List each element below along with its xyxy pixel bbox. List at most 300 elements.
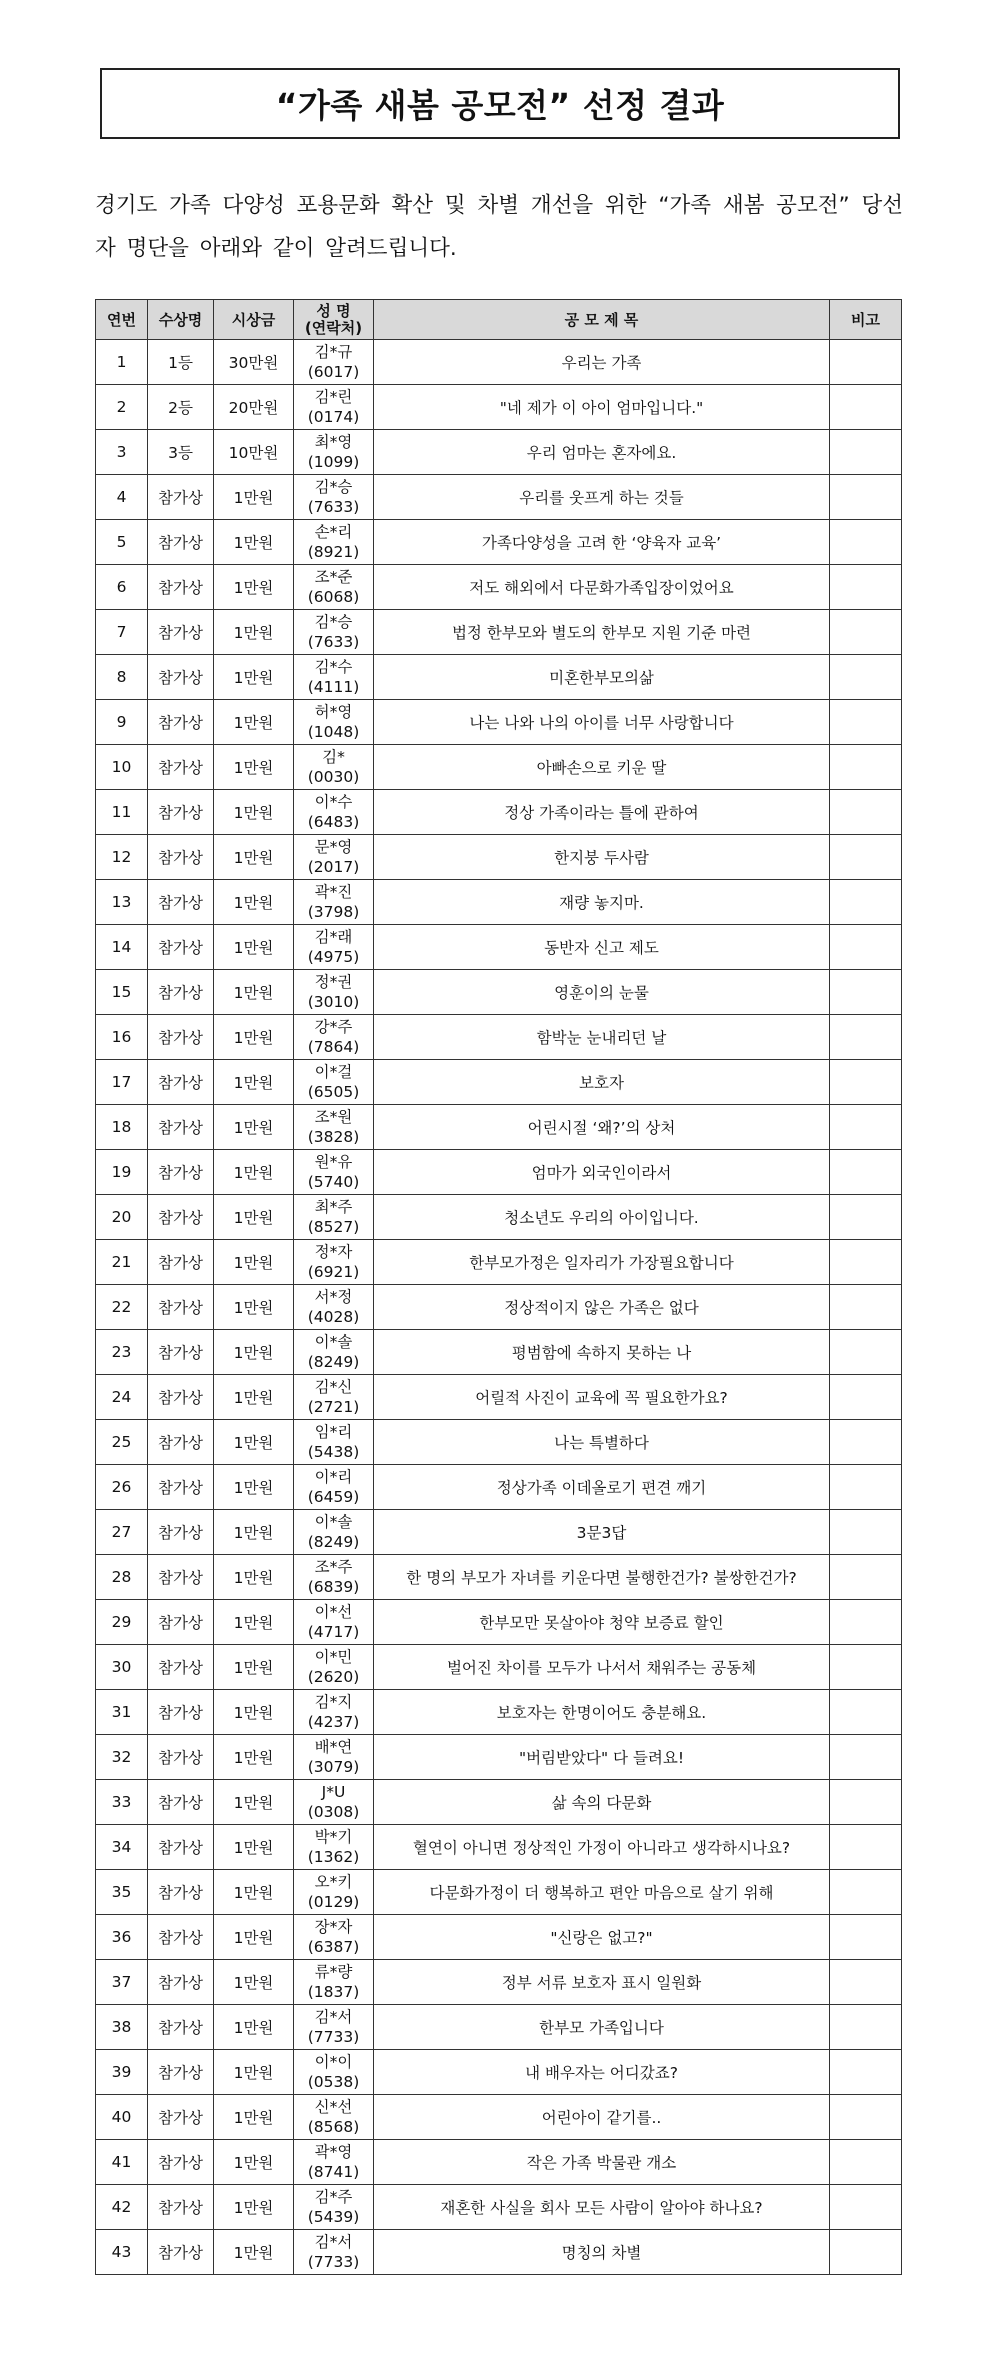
cell-award: 참가상: [148, 835, 214, 880]
winner-name: 오*키: [314, 1873, 353, 1891]
cell-prize: 1만원: [214, 1195, 294, 1240]
cell-no: 18: [96, 1105, 148, 1150]
table-row: [96, 1870, 902, 1915]
cell-award: 참가상: [148, 1690, 214, 1735]
table-row: [96, 385, 902, 430]
cell-note: [830, 385, 902, 430]
header-name-line1: 성 명: [316, 301, 351, 320]
cell-entry-title: 3문3답: [374, 1510, 830, 1555]
winner-name: 김*주: [314, 2188, 353, 2206]
cell-entry-title: 한부모만 못살아야 청약 보증료 할인: [374, 1600, 830, 1645]
cell-entry-title: 한부모가정은 일자리가 가장필요합니다: [374, 1240, 830, 1285]
winner-name: 김*승: [314, 478, 353, 496]
cell-note: [830, 2185, 902, 2230]
cell-award: 2등: [148, 385, 214, 430]
cell-note: [830, 1150, 902, 1195]
cell-no: 23: [96, 1330, 148, 1375]
cell-entry-title: 청소년도 우리의 아이입니다.: [374, 1195, 830, 1240]
cell-no: 3: [96, 430, 148, 475]
winner-name: 김*래: [314, 928, 353, 946]
table-row: [96, 1735, 902, 1780]
cell-entry-title: 가족다양성을 고려 한 ‘양육자 교육’: [374, 520, 830, 565]
cell-award: 참가상: [148, 925, 214, 970]
cell-prize: 1만원: [214, 1825, 294, 1870]
cell-no: 7: [96, 610, 148, 655]
winner-contact: (1099): [307, 453, 360, 471]
cell-note: [830, 1735, 902, 1780]
winner-contact: (0308): [307, 1803, 360, 1821]
winner-name: 손*리: [314, 523, 353, 541]
cell-name: [294, 2095, 374, 2140]
winner-contact: (6921): [307, 1263, 360, 1281]
cell-entry-title: 엄마가 외국인이라서: [374, 1150, 830, 1195]
cell-note: [830, 1915, 902, 1960]
cell-name: [294, 1375, 374, 1420]
cell-no: 30: [96, 1645, 148, 1690]
cell-note: [830, 520, 902, 565]
winner-name: 김*: [322, 748, 345, 766]
cell-entry-title: 정부 서류 보호자 표시 일원화: [374, 1960, 830, 2005]
cell-entry-title: 보호자: [374, 1060, 830, 1105]
cell-name: [294, 835, 374, 880]
cell-award: 참가상: [148, 1825, 214, 1870]
table-row: [96, 1600, 902, 1645]
winner-name: 김*신: [314, 1378, 353, 1396]
cell-prize: 1만원: [214, 2005, 294, 2050]
cell-note: [830, 2230, 902, 2275]
winner-contact: (6387): [307, 1938, 360, 1956]
winner-name: 김*규: [314, 343, 353, 361]
winner-name: 이*리: [314, 1468, 353, 1486]
cell-prize: 1만원: [214, 520, 294, 565]
cell-name: [294, 700, 374, 745]
cell-no: 34: [96, 1825, 148, 1870]
cell-name: [294, 520, 374, 565]
table-row: [96, 1195, 902, 1240]
intro-paragraph: 경기도 가족 다양성 포용문화 확산 및 차별 개선을 위한 “가족 새봄 공모전” 당선자 명단을 아래와 같이 알려드립니다.: [95, 192, 903, 261]
cell-prize: 1만원: [214, 1240, 294, 1285]
winner-name: 이*걸: [314, 1063, 353, 1081]
table-row: [96, 2185, 902, 2230]
cell-prize: 20만원: [214, 385, 294, 430]
cell-award: 참가상: [148, 565, 214, 610]
winner-contact: (2721): [307, 1398, 360, 1416]
winner-name: 신*선: [314, 2098, 353, 2116]
cell-note: [830, 1465, 902, 1510]
cell-award: 참가상: [148, 2185, 214, 2230]
cell-no: 26: [96, 1465, 148, 1510]
cell-note: [830, 1870, 902, 1915]
winner-contact: (8249): [307, 1353, 360, 1371]
cell-prize: 1만원: [214, 1915, 294, 1960]
cell-note: [830, 1285, 902, 1330]
winner-name: 이*이: [314, 2053, 353, 2071]
cell-award: 참가상: [148, 1960, 214, 2005]
cell-prize: 1만원: [214, 1330, 294, 1375]
cell-name: [294, 1465, 374, 1510]
cell-no: 39: [96, 2050, 148, 2095]
winner-name: 배*연: [314, 1738, 353, 1756]
table-row: [96, 1240, 902, 1285]
cell-name: [294, 1330, 374, 1375]
cell-note: [830, 1690, 902, 1735]
table-row: [96, 1150, 902, 1195]
table-row: [96, 655, 902, 700]
winner-name: 곽*진: [314, 883, 353, 901]
winner-contact: (8527): [307, 1218, 360, 1236]
cell-note: [830, 2140, 902, 2185]
page-title: “가족 새봄 공모전” 선정 결과: [275, 86, 725, 125]
table-row: [96, 970, 902, 1015]
cell-no: 38: [96, 2005, 148, 2050]
winner-contact: (5439): [307, 2208, 360, 2226]
cell-award: 참가상: [148, 790, 214, 835]
cell-award: 참가상: [148, 1015, 214, 1060]
winner-contact: (6839): [307, 1578, 360, 1596]
winner-contact: (3798): [307, 903, 360, 921]
cell-no: 42: [96, 2185, 148, 2230]
winner-contact: (8741): [307, 2163, 360, 2181]
winners-table: [95, 299, 902, 2275]
cell-entry-title: 한부모 가족입니다: [374, 2005, 830, 2050]
cell-entry-title: "네 제가 이 아이 엄마입니다.": [374, 385, 830, 430]
winner-contact: (6459): [307, 1488, 360, 1506]
winner-contact: (5740): [307, 1173, 360, 1191]
table-row: [96, 925, 902, 970]
cell-entry-title: 우리 엄마는 혼자에요.: [374, 430, 830, 475]
cell-note: [830, 430, 902, 475]
cell-note: [830, 1195, 902, 1240]
cell-entry-title: 한지붕 두사람: [374, 835, 830, 880]
cell-name: [294, 1060, 374, 1105]
cell-note: [830, 655, 902, 700]
cell-entry-title: 영훈이의 눈물: [374, 970, 830, 1015]
cell-award: 참가상: [148, 655, 214, 700]
cell-no: 43: [96, 2230, 148, 2275]
cell-note: [830, 565, 902, 610]
cell-no: 9: [96, 700, 148, 745]
cell-entry-title: 어린아이 같기를..: [374, 2095, 830, 2140]
header-prize: 시상금: [214, 300, 294, 340]
cell-entry-title: 정상가족 이데올로기 편견 깨기: [374, 1465, 830, 1510]
cell-entry-title: 한 명의 부모가 자녀를 키운다면 불행한건가? 불쌍한건가?: [374, 1555, 830, 1600]
cell-name: [294, 655, 374, 700]
table-row: [96, 790, 902, 835]
table-row: [96, 1420, 902, 1465]
table-row: [96, 610, 902, 655]
cell-name: [294, 430, 374, 475]
cell-no: 31: [96, 1690, 148, 1735]
cell-no: 11: [96, 790, 148, 835]
cell-prize: 1만원: [214, 1150, 294, 1195]
table-row: [96, 520, 902, 565]
cell-note: [830, 1060, 902, 1105]
cell-no: 6: [96, 565, 148, 610]
cell-note: [830, 700, 902, 745]
cell-award: 참가상: [148, 1870, 214, 1915]
winner-contact: (6068): [307, 588, 360, 606]
header-no: 연번: [96, 300, 148, 340]
cell-award: 3등: [148, 430, 214, 475]
cell-award: 참가상: [148, 2230, 214, 2275]
cell-note: [830, 2050, 902, 2095]
cell-award: 참가상: [148, 1375, 214, 1420]
winner-contact: (2620): [307, 1668, 360, 1686]
cell-name: [294, 610, 374, 655]
cell-prize: 1만원: [214, 2140, 294, 2185]
cell-note: [830, 1825, 902, 1870]
table-row: [96, 1285, 902, 1330]
cell-no: 15: [96, 970, 148, 1015]
table-row: [96, 700, 902, 745]
cell-name: [294, 475, 374, 520]
cell-no: 40: [96, 2095, 148, 2140]
cell-note: [830, 925, 902, 970]
cell-prize: 1만원: [214, 880, 294, 925]
cell-entry-title: 나는 나와 나의 아이를 너무 사랑합니다: [374, 700, 830, 745]
table-row: [96, 1960, 902, 2005]
cell-name: [294, 790, 374, 835]
cell-prize: 1만원: [214, 1645, 294, 1690]
table-row: [96, 1690, 902, 1735]
winner-name: 조*원: [314, 1108, 353, 1126]
cell-entry-title: 삶 속의 다문화: [374, 1780, 830, 1825]
cell-no: 10: [96, 745, 148, 790]
cell-no: 8: [96, 655, 148, 700]
cell-award: 참가상: [148, 475, 214, 520]
table-row: [96, 1780, 902, 1825]
cell-name: [294, 1195, 374, 1240]
winner-contact: (1048): [307, 723, 360, 741]
winner-contact: (4975): [307, 948, 360, 966]
winner-contact: (6483): [307, 813, 360, 831]
cell-name: [294, 1420, 374, 1465]
cell-entry-title: 다문화가정이 더 행복하고 편안 마음으로 살기 위해: [374, 1870, 830, 1915]
cell-award: 참가상: [148, 1735, 214, 1780]
cell-entry-title: 벌어진 차이를 모두가 나서서 채워주는 공동체: [374, 1645, 830, 1690]
cell-prize: 1만원: [214, 2095, 294, 2140]
table-row: [96, 1510, 902, 1555]
cell-award: 참가상: [148, 520, 214, 565]
winner-contact: (3828): [307, 1128, 360, 1146]
cell-award: 1등: [148, 340, 214, 385]
cell-note: [830, 1555, 902, 1600]
winner-name: 곽*영: [314, 2143, 353, 2161]
cell-prize: 1만원: [214, 2050, 294, 2095]
winner-name: 강*주: [314, 1018, 353, 1036]
cell-note: [830, 475, 902, 520]
cell-name: [294, 1780, 374, 1825]
cell-prize: 1만원: [214, 1060, 294, 1105]
cell-no: 19: [96, 1150, 148, 1195]
cell-entry-title: 우리는 가족: [374, 340, 830, 385]
winner-contact: (5438): [307, 1443, 360, 1461]
cell-award: 참가상: [148, 745, 214, 790]
cell-prize: 1만원: [214, 2185, 294, 2230]
cell-prize: 1만원: [214, 700, 294, 745]
winner-contact: (7733): [307, 2028, 360, 2046]
cell-award: 참가상: [148, 1420, 214, 1465]
winner-contact: (1362): [307, 1848, 360, 1866]
cell-name: [294, 1915, 374, 1960]
cell-note: [830, 1510, 902, 1555]
cell-no: 32: [96, 1735, 148, 1780]
cell-note: [830, 1105, 902, 1150]
cell-prize: 10만원: [214, 430, 294, 475]
cell-entry-title: 내 배우자는 어디갔죠?: [374, 2050, 830, 2095]
cell-note: [830, 970, 902, 1015]
cell-name: [294, 745, 374, 790]
winner-name: 장*자: [314, 1918, 353, 1936]
table-row: [96, 880, 902, 925]
cell-name: [294, 2050, 374, 2095]
cell-name: [294, 925, 374, 970]
cell-note: [830, 835, 902, 880]
table-row: [96, 1330, 902, 1375]
cell-name: [294, 880, 374, 925]
cell-no: 2: [96, 385, 148, 430]
table-row: [96, 1375, 902, 1420]
cell-award: 참가상: [148, 700, 214, 745]
winner-contact: (8921): [307, 543, 360, 561]
table-row: [96, 2005, 902, 2050]
cell-award: 참가상: [148, 1195, 214, 1240]
table-row: [96, 1465, 902, 1510]
cell-name: [294, 1735, 374, 1780]
winner-name: 이*선: [314, 1603, 353, 1621]
cell-prize: 1만원: [214, 2230, 294, 2275]
table-header: [96, 300, 902, 340]
cell-prize: 1만원: [214, 1555, 294, 1600]
winner-name: 김*린: [314, 388, 353, 406]
cell-entry-title: 재혼한 사실을 회사 모든 사람이 알아야 하나요?: [374, 2185, 830, 2230]
cell-prize: 30만원: [214, 340, 294, 385]
cell-name: [294, 1105, 374, 1150]
cell-name: [294, 1600, 374, 1645]
winner-name: 최*주: [314, 1198, 353, 1216]
cell-award: 참가상: [148, 1105, 214, 1150]
cell-award: 참가상: [148, 1915, 214, 1960]
cell-name: [294, 2230, 374, 2275]
cell-prize: 1만원: [214, 1690, 294, 1735]
cell-award: 참가상: [148, 1780, 214, 1825]
cell-name: [294, 385, 374, 430]
cell-note: [830, 1015, 902, 1060]
cell-prize: 1만원: [214, 970, 294, 1015]
table-row: [96, 430, 902, 475]
cell-award: 참가상: [148, 1330, 214, 1375]
winner-name: 류*량: [314, 1963, 353, 1981]
cell-prize: 1만원: [214, 1960, 294, 2005]
cell-award: 참가상: [148, 970, 214, 1015]
cell-no: 35: [96, 1870, 148, 1915]
winner-contact: (4717): [307, 1623, 360, 1641]
winner-name: 김*서: [314, 2233, 353, 2251]
cell-prize: 1만원: [214, 1285, 294, 1330]
cell-no: 13: [96, 880, 148, 925]
table-row: [96, 1015, 902, 1060]
winner-name: 서*정: [314, 1288, 353, 1306]
table-row: [96, 2230, 902, 2275]
winner-contact: (0030): [307, 768, 360, 786]
winner-contact: (8249): [307, 1533, 360, 1551]
cell-entry-title: 보호자는 한명이어도 충분해요.: [374, 1690, 830, 1735]
cell-prize: 1만원: [214, 655, 294, 700]
cell-prize: 1만원: [214, 565, 294, 610]
cell-prize: 1만원: [214, 1015, 294, 1060]
cell-prize: 1만원: [214, 835, 294, 880]
cell-award: 참가상: [148, 1060, 214, 1105]
table-row: [96, 2050, 902, 2095]
cell-entry-title: 혈연이 아니면 정상적인 가정이 아니라고 생각하시나요?: [374, 1825, 830, 1870]
cell-prize: 1만원: [214, 1465, 294, 1510]
cell-no: 5: [96, 520, 148, 565]
winner-name: 김*승: [314, 613, 353, 631]
cell-note: [830, 1645, 902, 1690]
winner-contact: (7633): [307, 498, 360, 516]
cell-entry-title: 정상 가족이라는 틀에 관하여: [374, 790, 830, 835]
cell-entry-title: 법정 한부모와 별도의 한부모 지원 기준 마련: [374, 610, 830, 655]
winner-name: 허*영: [314, 703, 353, 721]
cell-prize: 1만원: [214, 1780, 294, 1825]
winner-name: 김*서: [314, 2008, 353, 2026]
cell-prize: 1만원: [214, 745, 294, 790]
cell-entry-title: 아빠손으로 키운 딸: [374, 745, 830, 790]
table-row: [96, 475, 902, 520]
cell-award: 참가상: [148, 2005, 214, 2050]
cell-entry-title: 어린시절 ‘왜?’의 상처: [374, 1105, 830, 1150]
cell-prize: 1만원: [214, 1105, 294, 1150]
cell-no: 37: [96, 1960, 148, 2005]
cell-name: [294, 1510, 374, 1555]
winner-contact: (0174): [307, 408, 360, 426]
table-row: [96, 1060, 902, 1105]
table-row: [96, 1825, 902, 1870]
winner-name: J*U: [321, 1783, 346, 1801]
winner-contact: (1837): [307, 1983, 360, 2001]
cell-entry-title: "신랑은 없고?": [374, 1915, 830, 1960]
cell-note: [830, 2095, 902, 2140]
cell-name: [294, 1015, 374, 1060]
table-row: [96, 1105, 902, 1150]
cell-prize: 1만원: [214, 790, 294, 835]
cell-no: 28: [96, 1555, 148, 1600]
cell-note: [830, 610, 902, 655]
winner-name: 정*자: [314, 1243, 353, 1261]
cell-name: [294, 1645, 374, 1690]
table-row: [96, 2140, 902, 2185]
cell-note: [830, 745, 902, 790]
cell-name: [294, 340, 374, 385]
table-row: [96, 1555, 902, 1600]
cell-entry-title: 동반자 신고 제도: [374, 925, 830, 970]
cell-no: 1: [96, 340, 148, 385]
cell-award: 참가상: [148, 1510, 214, 1555]
cell-name: [294, 565, 374, 610]
cell-note: [830, 790, 902, 835]
winner-name: 임*리: [314, 1423, 353, 1441]
cell-note: [830, 1420, 902, 1465]
cell-award: 참가상: [148, 1150, 214, 1195]
winner-name: 김*수: [314, 658, 353, 676]
cell-entry-title: 어릴적 사진이 교육에 꼭 필요한가요?: [374, 1375, 830, 1420]
cell-prize: 1만원: [214, 1510, 294, 1555]
winner-contact: (4111): [307, 678, 360, 696]
winner-name: 문*영: [314, 838, 353, 856]
cell-name: [294, 2005, 374, 2050]
cell-name: [294, 1285, 374, 1330]
winner-name: 원*유: [314, 1153, 353, 1171]
